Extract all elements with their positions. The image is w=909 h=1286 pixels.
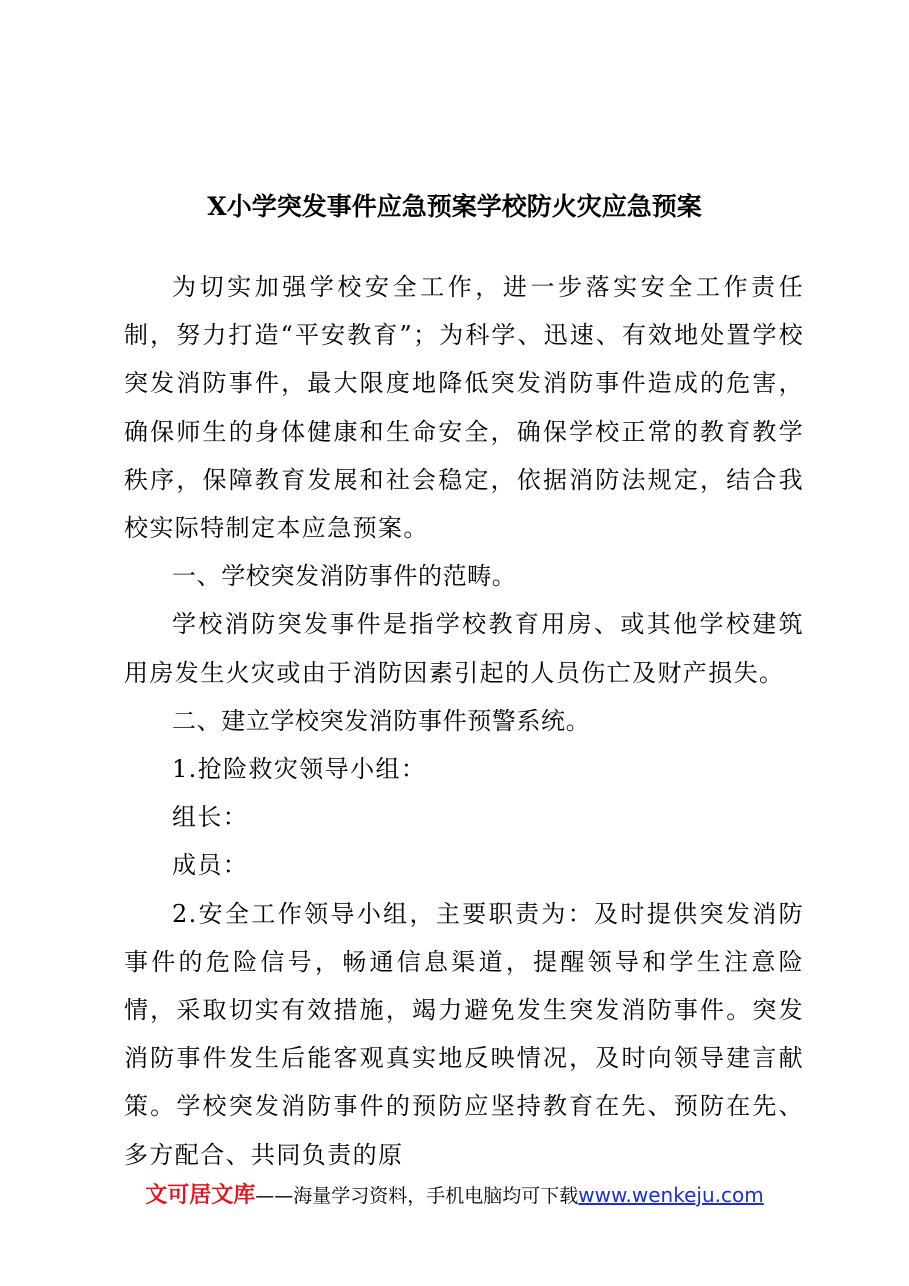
section-heading-1: 一、学校突发消防事件的范畴。 [172,562,517,591]
footer-slogan: ——海量学习资料，手机电脑均可下载 [255,1185,579,1207]
section-1-paragraph: 学校消防突发事件是指学校教育用房、或其他学校建筑用房发生火灾或由于消防因素引起的人员伤亡及财产损失。 [124,610,804,687]
document-body [124,263,804,1179]
intro-paragraph: 为切实加强学校安全工作，进一步落实安全工作责任制，努力打造“平安教育”；为科学、迅速、有效地处置学校突发消防事件，最大限度地降低突发消防事件造成的危害，确保师生的身体健康和生命安全，确保学校正常的教育教学秩序，保障教育发展和社会稳定，依据消防法规定，结合我校实际特制定本应急预案。 [124,273,804,543]
leader-line: 组长： [172,803,249,832]
section-heading-2: 二、建立学校突发消防事件预警系统。 [172,706,591,735]
document-title: X小学突发事件应急预案学校防火灾应急预案 [207,192,702,221]
item-2-paragraph: 2.安全工作领导小组，主要职责为：及时提供突发消防事件的危险信号，畅通信息渠道，提醒领导和学生注意险情，采取切实有效措施，竭力避免发生突发消防事件。突发消防事件发生后能客观真实地反映情况，及时向领导建言献策。学校突发消防事件的预防应坚持教育在先、预防在先、多方配合、共同负责的原 [124,899,804,1169]
item-1-paragraph: 1.抢险救灾领导小组： [172,755,427,784]
footer-banner [0,1180,909,1211]
members-line: 成员： [172,851,249,880]
footer-brand: 文可居文库 [145,1183,256,1208]
footer-link[interactable]: www.wenkeju.com [578,1183,764,1207]
